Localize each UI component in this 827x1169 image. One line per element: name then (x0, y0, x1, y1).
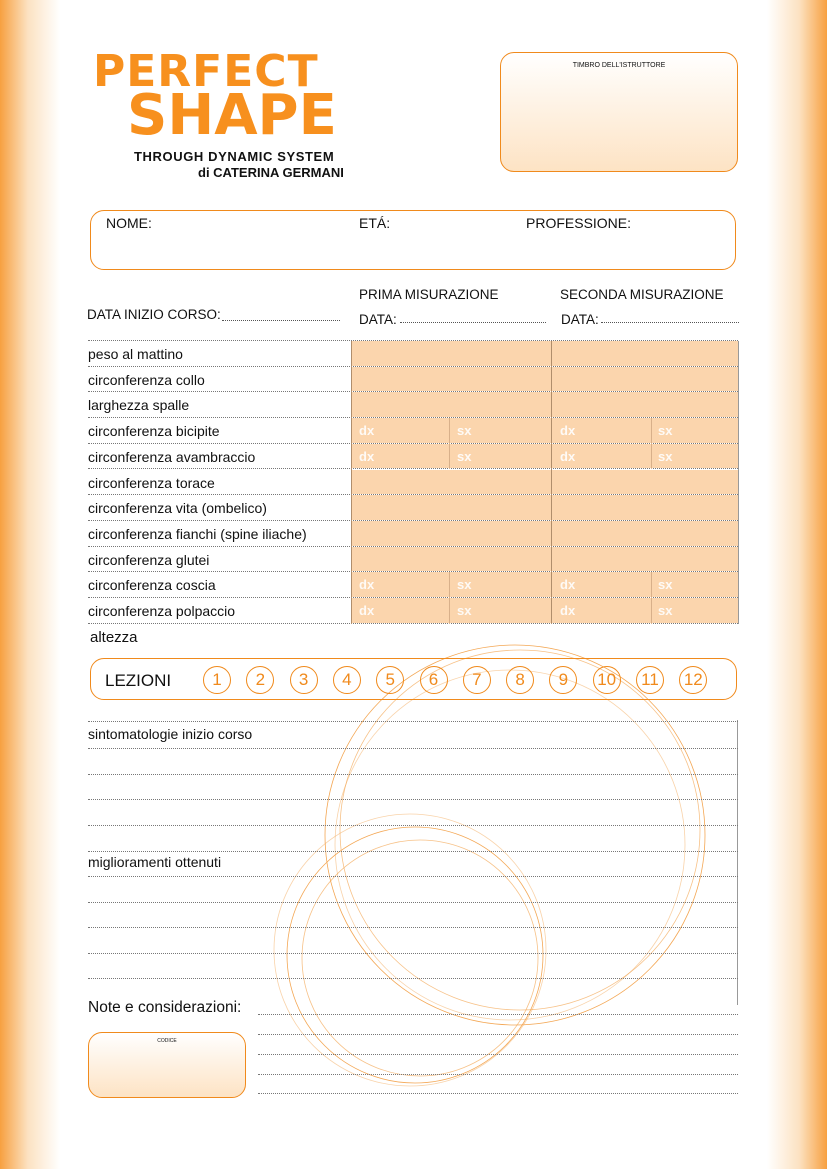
lessons-label: LEZIONI (105, 671, 172, 690)
left-side-label: sx (658, 423, 673, 439)
left-side-label: sx (658, 448, 673, 464)
code-label: CODICE (157, 1038, 177, 1044)
left-side-label: sx (457, 423, 472, 439)
symptoms-label: sintomatologie inizio corso (88, 726, 253, 742)
left-side-label: sx (658, 577, 673, 593)
logo-perfect: PERFECT (93, 46, 319, 97)
symptoms-write-line[interactable] (88, 825, 738, 826)
age-label: ETÁ: (359, 215, 391, 231)
second-measure-title: SECONDA MISURAZIONE (560, 287, 724, 302)
notes-write-line[interactable] (258, 1054, 738, 1055)
course-start-label: DATA INIZIO CORSO: (87, 307, 221, 322)
measurement-label: circonferenza vita (ombelico) (88, 500, 267, 517)
lesson-circle[interactable]: 3 (290, 666, 318, 694)
measurement-label: circonferenza polpaccio (88, 603, 236, 619)
logo-tagline: THROUGH DYNAMIC SYSTEM (134, 149, 335, 164)
improvements-label: miglioramenti ottenuti (88, 854, 222, 870)
right-side-label: dx (359, 577, 375, 593)
lesson-circle[interactable]: 8 (506, 666, 534, 694)
symptoms-write-line[interactable] (88, 748, 738, 749)
right-side-label: dx (359, 423, 375, 439)
symptoms-write-line[interactable] (88, 799, 738, 800)
name-label: NOME: (106, 215, 152, 231)
lesson-circle[interactable]: 10 (593, 666, 621, 694)
measurement-label: peso al mattino (88, 346, 183, 362)
notes-write-line[interactable] (258, 1074, 738, 1075)
right-side-label: dx (560, 423, 576, 439)
lesson-circle[interactable]: 6 (420, 666, 448, 694)
measurement-label: circonferenza collo (88, 371, 205, 388)
symptoms-top-rule (88, 721, 738, 722)
right-side-label: dx (359, 448, 375, 464)
logo-author: di CATERINA GERMANI (198, 165, 344, 180)
lesson-circle[interactable]: 7 (463, 666, 491, 694)
notes-write-line[interactable] (258, 1034, 738, 1035)
height-label: altezza (90, 629, 138, 646)
measurement-label: circonferenza bicipite (88, 423, 220, 440)
lesson-circle[interactable]: 11 (636, 666, 664, 694)
measurement-label: circonferenza avambraccio (88, 448, 256, 465)
measurement-label: larghezza spalle (88, 397, 190, 414)
second-measure-date-label: DATA: (561, 312, 599, 327)
symptoms-write-line[interactable] (88, 774, 738, 775)
profession-label: PROFESSIONE: (526, 215, 632, 231)
right-side-label: dx (560, 577, 576, 593)
measurement-label: circonferenza fianchi (spine iliache) (88, 525, 307, 542)
right-side-label: dx (359, 603, 375, 618)
lesson-circle[interactable]: 5 (376, 666, 404, 694)
measurement-label: circonferenza torace (88, 474, 215, 491)
left-side-label: sx (457, 603, 472, 618)
right-side-label: dx (560, 448, 576, 464)
notes-label: Note e considerazioni: (88, 999, 242, 1016)
left-side-label: sx (457, 448, 472, 464)
improvements-write-line[interactable] (88, 902, 738, 903)
lesson-circle[interactable]: 9 (549, 666, 577, 694)
code-box[interactable] (88, 1032, 246, 1098)
improvements-write-line[interactable] (88, 876, 738, 877)
logo-shape: SHAPE (127, 83, 337, 148)
notes-write-line[interactable] (258, 1014, 738, 1015)
lessons-box (90, 658, 737, 700)
right-side-label: dx (560, 603, 576, 618)
lesson-circle[interactable]: 2 (246, 666, 274, 694)
measurement-label: circonferenza glutei (88, 551, 210, 568)
left-side-label: sx (658, 603, 673, 618)
lesson-circle[interactable]: 1 (203, 666, 231, 694)
lesson-circle[interactable]: 12 (679, 666, 707, 694)
measurement-label: circonferenza coscia (88, 577, 216, 594)
notes-write-line[interactable] (258, 1093, 738, 1094)
improvements-write-line[interactable] (88, 953, 738, 954)
first-measure-title: PRIMA MISURAZIONE (359, 287, 499, 302)
improvements-write-line[interactable] (88, 927, 738, 928)
notes-right-rule (737, 720, 738, 1005)
lesson-circle[interactable]: 4 (333, 666, 361, 694)
first-measure-date-label: DATA: (359, 312, 397, 327)
symptoms-write-line[interactable] (88, 851, 738, 852)
improvements-write-line[interactable] (88, 978, 738, 979)
left-side-label: sx (457, 577, 472, 593)
stamp-label: TIMBRO DELL'ISTRUTTORE (572, 62, 666, 69)
